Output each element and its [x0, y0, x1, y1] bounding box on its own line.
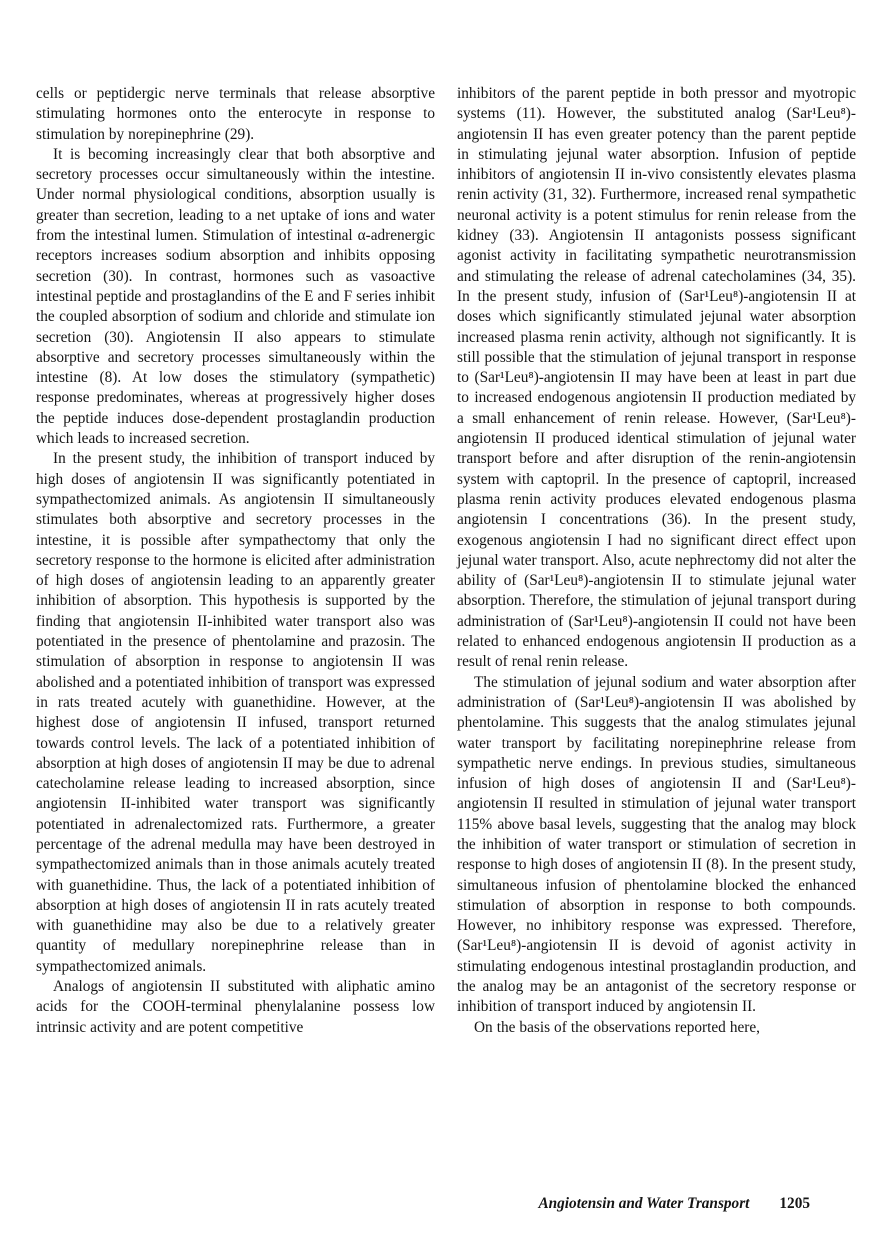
paragraph: cells or peptidergic nerve terminals that release absorptive stimulating hormones onto the enterocyte in response to stimulation by norepinephrine (29).	[36, 85, 435, 143]
running-title: Angiotensin and Water Transport	[538, 1195, 750, 1212]
paragraph: It is becoming increasingly clear that both absorptive and secretory processes occur simultaneously within the intestine. Under normal physiological conditions, absorption usually is greater than secretion, leading to a net uptake of ions and water from the intestinal lumen. Stimulation of intestinal α-adrenergic receptors increases sodium absorption and inhibits opposing secretion (30). In contrast, hormones such as vasoactive intestinal peptide and prostaglandins of the E and F series inhibit the coupled absorption of sodium and chloride and stimulate ion secretion (30). Angiotensin II also appears to stimulate absorptive and secretory processes simultaneously within the intestine (8). At low doses the stimulatory (sympathetic) response predominates, whereas at progressively higher doses the peptide induces dose-dependent prostaglandin production which leads to increased secretion.	[36, 145, 435, 448]
right-column	[457, 84, 856, 1038]
paragraph: In the present study, the inhibition of transport induced by high doses of angiotensin II was significantly potentiated in sympathectomized animals. As angiotensin II simultaneously stimulates both absorptive and secretory processes in the intestine, it is possible after sympathectomy that only the secretory response to the hormone is elicited after administration of high doses of angiotensin leading to an apparently greater inhibition of absorption. This hypothesis is supported by the finding that angiotensin II-inhibited water transport also was potentiated in the presence of phentolamine and prazosin. The stimulation of absorption in response to angiotensin II was abolished and a potentiated inhibition of transport was expressed in rats treated acutely with guanethidine. However, at the highest dose of angiotensin II infused, transport returned towards control levels. The lack of a potentiated inhibition of absorption at high doses of angiotensin II may be due to adrenal catecholamine release leading to increased absorption, since angiotensin II-inhibited water transport was significantly potentiated in adrenalectomized rats. Furthermore, a greater percentage of the adrenal medulla may have been destroyed in sympathectomized animals than in those animals acutely treated with guanethidine. Thus, the lack of a potentiated inhibition of absorption at high doses of angiotensin II in rats acutely treated with guanethidine may also be due to a relatively greater quantity of medullary norepinephrine release than in sympathectomized animals.	[36, 450, 435, 975]
paragraph: inhibitors of the parent peptide in both pressor and myotropic systems (11). However, the substituted analog (Sar¹Leu⁸)-angiotensin II has even greater potency than the parent peptide in stimulating jejunal water absorption. Infusion of peptide inhibitors of angiotensin II in-vivo consistently elevates plasma renin activity (31, 32). Furthermore, increased renal sympathetic neuronal activity is a potent stimulus for renin release from the kidney (33). Angiotensin II antagonists possess significant agonist activity in facilitating sympathetic neurotransmission and stimulating the release of adrenal catecholamines (34, 35). In the present study, infusion of (Sar¹Leu⁸)-angiotensin II at doses which significantly stimulated jejunal water absorption increased plasma renin activity, although not significantly. It is still possible that the stimulation of jejunal transport in response to (Sar¹Leu⁸)-angiotensin II may have been at least in part due to increased endogenous angiotensin II production mediated by a small enhancement of renin release. However, (Sar¹Leu⁸)-angiotensin II produced identical stimulation of jejunal water transport before and after disruption of the renin-angiotensin system with captopril. In the presence of captopril, increased plasma renin activity produces elevated endogenous plasma angiotensin I concentrations (36). In the present study, exogenous angiotensin I had no significant direct effect upon jejunal water transport. Also, acute nephrectomy did not alter the ability of (Sar¹Leu⁸)-angiotensin II to stimulate jejunal water absorption. Therefore, the stimulation of jejunal transport during administration of (Sar¹Leu⁸)-angiotensin II could not have been related to enhanced endogenous angiotensin II production as a result of renal renin release.	[457, 85, 856, 671]
paragraph: Analogs of angiotensin II substituted with aliphatic amino acids for the COOH-terminal phenylalanine possess low intrinsic activity and are potent competitive	[36, 978, 435, 1036]
paragraph: The stimulation of jejunal sodium and water absorption after administration of (Sar¹Leu⁸)-angiotensin II was abolished by phentolamine. This suggests that the analog stimulates jejunal water transport by facilitating norepinephrine release from sympathetic nerve endings. In previous studies, simultaneous infusion of high doses of angiotensin II and (Sar¹Leu⁸)-angiotensin II resulted in stimulation of jejunal water transport 115% above basal levels, suggesting that the analog may block the inhibition of water transport or stimulation of secretion in response to high doses of angiotensin II (8). In the present study, simultaneous infusion of phentolamine blocked the enhanced stimulation of absorption in response to both compounds. However, no inhibitory response was expressed. Therefore, (Sar¹Leu⁸)-angiotensin II is devoid of agonist activity in stimulating endogenous intestinal prostaglandin production, and the analog may be an antagonist of the secretory response or inhibition of transport induced by angiotensin II.	[457, 673, 856, 1016]
two-column-text-body	[36, 84, 856, 1038]
paragraph: On the basis of the observations reported here,	[474, 1018, 761, 1036]
page-number: 1205	[779, 1195, 810, 1212]
left-column	[36, 84, 435, 1038]
page-footer	[0, 1194, 810, 1214]
